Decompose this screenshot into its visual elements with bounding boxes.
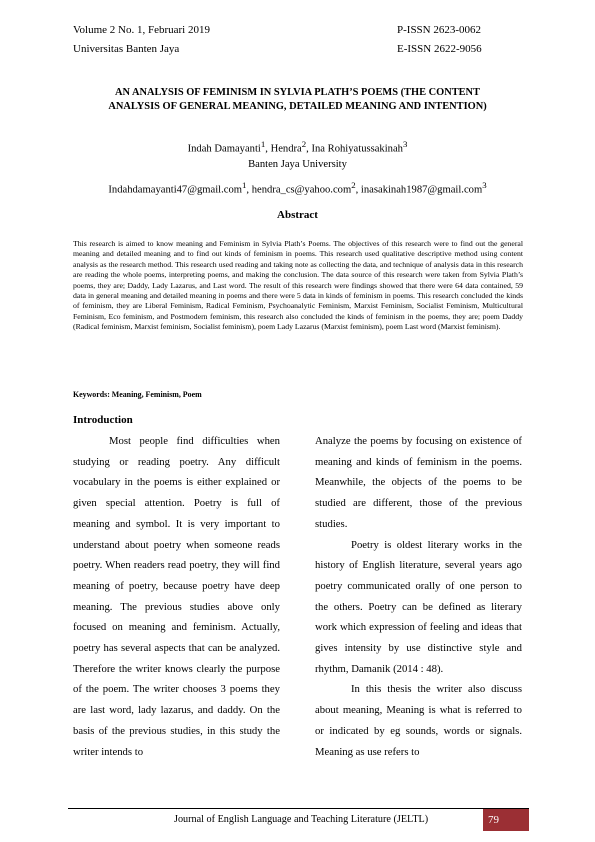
journal-volume: Volume 2 No. 1, Februari 2019 bbox=[73, 24, 210, 36]
body-paragraph: Poetry is oldest literary works in the history of English literature, several years ago poetry communicated orally of one person to the others. Poetry can be defined as literary work which expression of feeling and ideas that gives intensity by use distinctive style and rhythm, Damanik (2014 : 48). bbox=[315, 538, 522, 675]
email-mark: 3 bbox=[482, 180, 487, 190]
abstract-text: This research is aimed to know meaning and Feminism in Sylvia Plath’s Poems. The objectives of this research were to find out the general meaning and detailed meaning and to find out kinds of feminism in poems. This research used qualitative descriptive method using content analysis as the research method. This research used reading and taking note as collecting the data, and technique of analysis data in this research are reading the whole poems, interpreting poems, and making the conclusion. The data source of this research were taken from Sylvia Plath’s poems, they are; Daddy, Lady Lazarus, and Last word. The result of this research were findings showed that there were 64 data contained, 59 data in general meaning and detailed meaning in poems and there were 5 data in kinds of feminism in poems. This research concluded the kinds of feminism, they are Liberal Feminism, Radical Feminism, Psychoanalytic Feminism, Marxist Feminism, Socialist Feminism, Multicultural Feminism, Eco feminism, and Postmodern feminism, this research also concluded the kinds of feminism in the poems, they are; poem Daddy (Radical feminism, Marxist feminism, Socialist feminism), poem Lady Lazarus (Marxist feminism), poem Last word (Marxist feminism). bbox=[73, 239, 523, 332]
author-affiliation-mark: 1 bbox=[260, 139, 266, 149]
author-affiliation-mark: 3 bbox=[402, 139, 408, 149]
email-address: , inasakinah1987@gmail.com bbox=[355, 184, 483, 196]
author-name: , Hendra bbox=[265, 143, 302, 155]
page-number: 79 bbox=[483, 809, 529, 831]
author-names bbox=[0, 137, 595, 157]
university-name: Universitas Banten Jaya bbox=[73, 43, 180, 55]
electronic-issn: E-ISSN 2622-9056 bbox=[397, 43, 482, 55]
abstract-heading: Abstract bbox=[277, 209, 318, 221]
footer-journal-name: Journal of English Language and Teaching Literature (JELTL) bbox=[174, 814, 429, 825]
author-name: , Ina Rohiyatussakinah bbox=[306, 143, 403, 155]
right-column bbox=[315, 431, 522, 762]
affiliation: Banten Jaya University bbox=[248, 158, 347, 170]
title-line: AN ANALYSIS OF FEMINISM IN SYLVIA PLATH’S POEMS (THE CONTENT bbox=[115, 87, 480, 98]
email-address: Indahdamayanti47@gmail.com bbox=[108, 184, 242, 196]
print-issn: P-ISSN 2623-0062 bbox=[397, 24, 482, 36]
section-heading: Introduction bbox=[73, 414, 133, 426]
body-paragraph: Analyze the poems by focusing on existence of meaning and kinds of feminism in the poems. Meanwhile, the objects of the poems to be studied are different, those of the previous studies. bbox=[315, 435, 522, 530]
keywords: Keywords: Meaning, Feminism, Poem bbox=[73, 390, 202, 399]
author-block bbox=[0, 137, 595, 172]
email-address: , hendra_cs@yahoo.com bbox=[246, 184, 352, 196]
body-paragraph: Most people find difficulties when studying or reading poetry. Any difficult vocabulary in the poems is either explained or given special attention. Poetry is full of meaning and symbol. It is very important to understand about poetry when someone reads poetry. When readers read poetry, they will find meaning of poetry, because poetry have deep meaning. The previous studies above only focused on meaning and feminism. Actually, poetry has several aspects that can be analyzed. Therefore the writer knows clearly the purpose of the poem. The writer chooses 3 poems they are last word, lady lazarus, and daddy. On the basis of the previous studies, in this study the writer intends to bbox=[73, 435, 280, 758]
author-affiliation-mark: 2 bbox=[301, 139, 307, 149]
left-column bbox=[73, 431, 280, 762]
author-name: Indah Damayanti bbox=[187, 143, 261, 155]
title-line: ANALYSIS OF GENERAL MEANING, DETAILED MEANING AND INTENTION) bbox=[108, 101, 487, 112]
body-paragraph: In this thesis the writer also discuss about meaning, Meaning is what is referred to or indicated by eg sounds, words or signals. Meaning as use refers to bbox=[315, 683, 522, 758]
footer-rule bbox=[68, 808, 529, 809]
email-mark: 1 bbox=[242, 180, 247, 190]
email-mark: 2 bbox=[351, 180, 356, 190]
paper-title bbox=[60, 86, 535, 114]
author-emails bbox=[0, 178, 595, 198]
